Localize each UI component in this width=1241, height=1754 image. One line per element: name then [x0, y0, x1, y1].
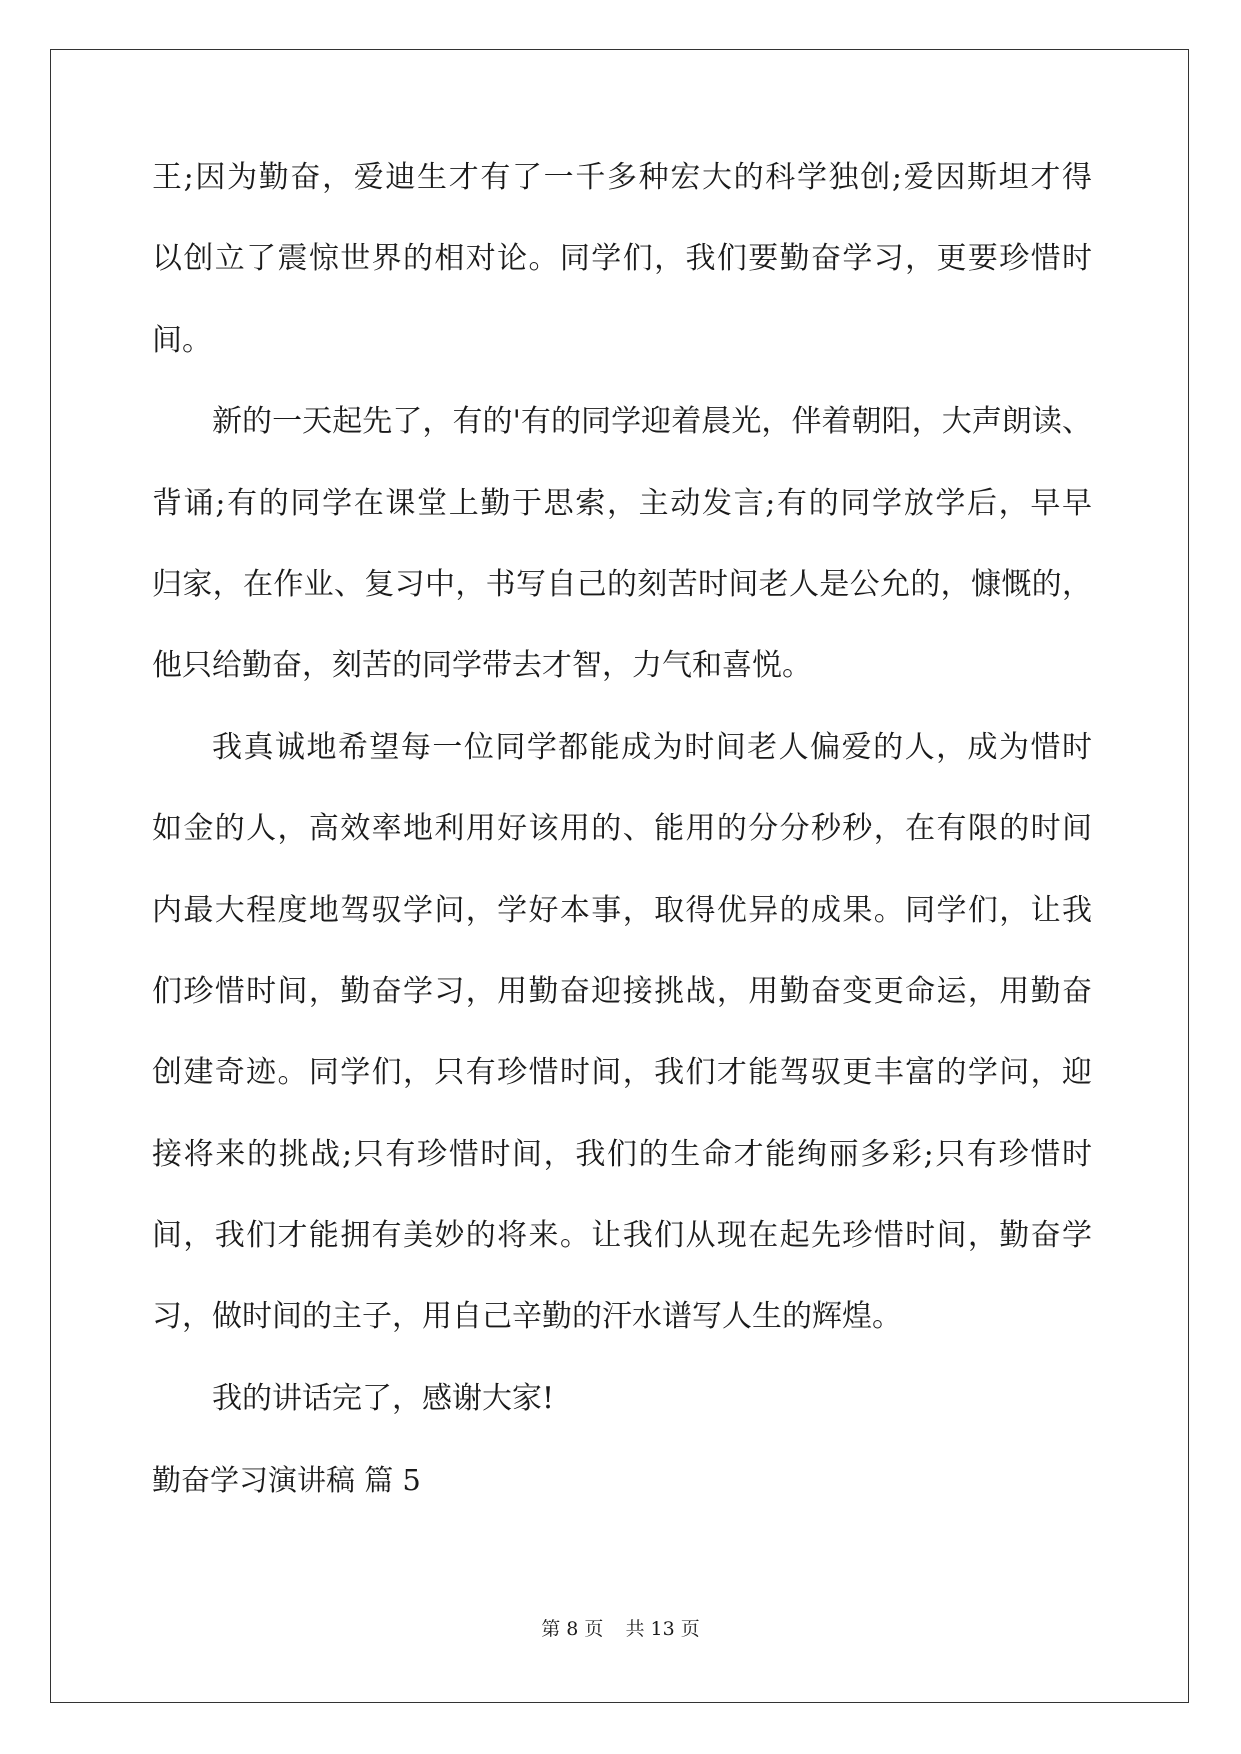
text-line: 背诵;有的同学在课堂上勤于思索，主动发言;有的同学放学后，早早 [152, 485, 1092, 521]
text-line: 间，我们才能拥有美妙的将来。让我们从现在起先珍惜时间，勤奋学 [152, 1218, 1092, 1254]
text-line: 内最大程度地驾驭学问，学好本事，取得优异的成果。同学们，让我 [152, 892, 1092, 928]
page-footer [0, 1619, 1241, 1639]
section-heading: 勤奋学习演讲稿 篇 5 [152, 1463, 421, 1498]
text-line: 们珍惜时间，勤奋学习，用勤奋迎接挑战，用勤奋变更命运，用勤奋 [152, 973, 1092, 1009]
text-line: 我的讲话完了，感谢大家! [212, 1380, 555, 1416]
document-body [152, 160, 1092, 1505]
page-number: 第 8 页 [541, 1618, 604, 1640]
page-total: 共 13 页 [625, 1618, 700, 1640]
text-line: 归家，在作业、复习中，书写自己的刻苦时间老人是公允的，慷慨的， [152, 566, 1092, 602]
text-line: 接将来的挑战;只有珍惜时间，我们的生命才能绚丽多彩;只有珍惜时 [152, 1136, 1092, 1172]
text-line: 我真诚地希望每一位同学都能成为时间老人偏爱的人，成为惜时 [212, 729, 1092, 765]
text-line: 间。 [152, 322, 212, 358]
text-line: 习，做时间的主子，用自己辛勤的汗水谱写人生的辉煌。 [152, 1299, 902, 1335]
text-line: 王;因为勤奋，爱迪生才有了一千多种宏大的科学独创;爱因斯坦才得 [152, 160, 1092, 195]
text-line: 以创立了震惊世界的相对论。同学们，我们要勤奋学习，更要珍惜时 [152, 241, 1092, 277]
text-line: 他只给勤奋，刻苦的同学带去才智，力气和喜悦。 [152, 648, 812, 684]
text-line: 新的一天起先了，有的'有的同学迎着晨光，伴着朝阳，大声朗读、 [212, 404, 1092, 440]
text-line: 创建奇迹。同学们，只有珍惜时间，我们才能驾驭更丰富的学问，迎 [152, 1055, 1092, 1091]
text-line: 如金的人，高效率地利用好该用的、能用的分分秒秒，在有限的时间 [152, 811, 1092, 847]
